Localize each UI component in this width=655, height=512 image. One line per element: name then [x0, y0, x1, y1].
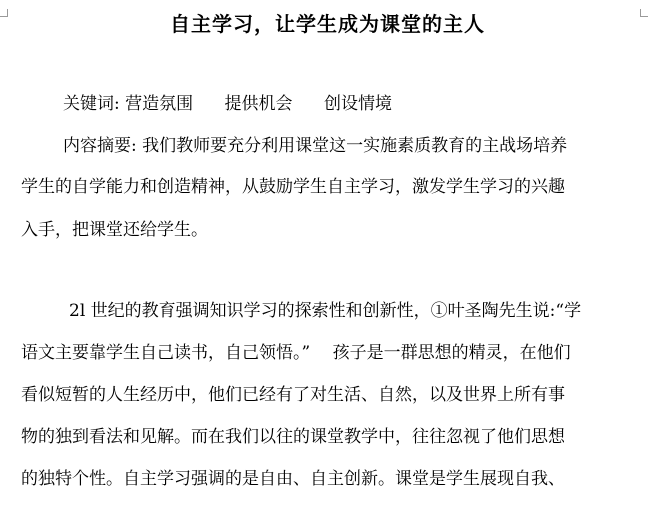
- abstract-line: 入手，把课堂还给学生。: [21, 220, 208, 240]
- body-line: 的独特个性。自主学习强调的是自由、自主创新。课堂是学生展现自我、: [21, 469, 565, 489]
- keyword-item: 提供机会: [224, 94, 293, 114]
- abstract-line: 学生的自学能力和创造精神，从鼓励学生自主学习，激发学生学习的兴趣: [21, 177, 565, 197]
- keyword-item: 营造氛围: [125, 94, 194, 114]
- abstract-line: 内容摘要: 我们教师要充分利用课堂这一实施素质教育的主战场培养: [63, 136, 568, 156]
- body-line: 语文主要靠学生自己读书，自己领悟。” 孩子是一群思想的精灵，在他们: [21, 343, 571, 363]
- body-line: 看似短暂的人生经历中，他们已经有了对生活、自然，以及世界上所有事: [21, 385, 565, 405]
- keyword-item: 创设情境: [323, 94, 392, 114]
- document-title: 自主学习，让学生成为课堂的主人: [170, 12, 485, 36]
- keywords-line: [21, 92, 655, 116]
- body-line: 2l 世纪的教育强调知识学习的探索性和创新性，①叶圣陶先生说:“学: [69, 301, 582, 321]
- body-line: 物的独到看法和见解。而在我们以往的课堂教学中，往往忽视了他们思想: [21, 427, 565, 447]
- keywords-label: 关键词:: [63, 94, 126, 114]
